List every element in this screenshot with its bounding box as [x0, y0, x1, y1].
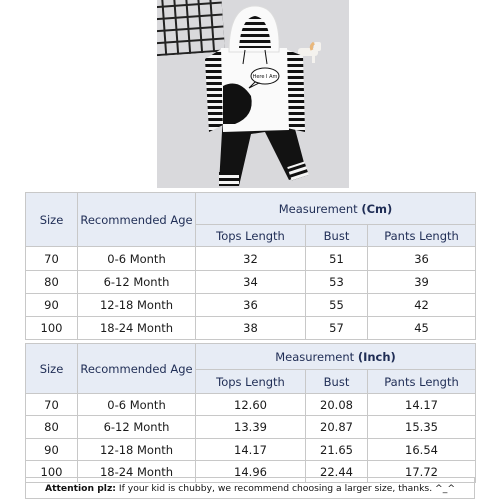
cell-age: 6-12 Month	[78, 271, 196, 294]
cell-tops: 13.39	[196, 416, 306, 439]
cell-age: 12-18 Month	[78, 294, 196, 317]
cell-pants: 17.72	[368, 461, 476, 483]
cell-bust: 55	[306, 294, 368, 317]
cell-pants: 15.35	[368, 416, 476, 439]
cell-pants: 16.54	[368, 439, 476, 461]
cell-pants: 36	[368, 247, 476, 271]
header-pants-length: Pants Length	[368, 225, 476, 247]
cell-size: 100	[26, 461, 78, 483]
speech-bubble-text: Here I Am	[252, 74, 278, 80]
cell-size: 70	[26, 394, 78, 416]
table-row	[26, 439, 476, 461]
cell-age: 0-6 Month	[78, 247, 196, 271]
header-size: Size	[26, 344, 78, 394]
table-row	[26, 294, 476, 317]
cell-size: 90	[26, 439, 78, 461]
header-pants-length: Pants Length	[368, 370, 476, 394]
cell-size: 80	[26, 271, 78, 294]
attention-note	[25, 477, 475, 499]
header-recommended-age: Recommended Age	[78, 344, 196, 394]
cell-age: 18-24 Month	[78, 317, 196, 340]
attention-label: Attention plz:	[44, 483, 116, 494]
size-chart-cm	[25, 192, 476, 358]
cell-tops: 12.60	[196, 394, 306, 416]
table-row	[26, 394, 476, 416]
header-size: Size	[26, 193, 78, 247]
cell-bust: 20.87	[306, 416, 368, 439]
cell-size: 100	[26, 317, 78, 340]
cell-tops: 34	[196, 271, 306, 294]
table-row	[26, 271, 476, 294]
cell-tops: 14.17	[196, 439, 306, 461]
cell-size: 70	[26, 247, 78, 271]
cell-bust: 20.08	[306, 394, 368, 416]
cell-pants: 45	[368, 317, 476, 340]
size-chart-inch	[25, 343, 476, 483]
measurement-label: Measurement	[278, 201, 358, 216]
cell-age: 0-6 Month	[78, 394, 196, 416]
attention-text: If your kid is chubby, we recommend choosing a larger size, thanks. ^_^	[118, 483, 456, 494]
header-tops-length: Tops Length	[196, 370, 306, 394]
cell-bust: 51	[306, 247, 368, 271]
measurement-unit: (Cm)	[361, 201, 393, 216]
measurement-label: Measurement	[275, 349, 355, 364]
cell-bust: 53	[306, 271, 368, 294]
header-bust: Bust	[306, 225, 368, 247]
measurement-title	[196, 193, 476, 225]
cell-bust: 57	[306, 317, 368, 340]
table-row	[26, 317, 476, 340]
table-row	[26, 416, 476, 439]
cell-size: 80	[26, 416, 78, 439]
header-recommended-age: Recommended Age	[78, 193, 196, 247]
cell-tops: 36	[196, 294, 306, 317]
cell-age: 6-12 Month	[78, 416, 196, 439]
measurement-unit: (Inch)	[357, 349, 396, 364]
cell-pants: 42	[368, 294, 476, 317]
cell-age: 12-18 Month	[78, 439, 196, 461]
header-bust: Bust	[306, 370, 368, 394]
cell-bust: 22.44	[306, 461, 368, 483]
cell-bust: 21.65	[306, 439, 368, 461]
cell-tops: 14.96	[196, 461, 306, 483]
cell-tops: 38	[196, 317, 306, 340]
table-row	[26, 247, 476, 271]
measurement-title	[196, 344, 476, 370]
cell-size: 90	[26, 294, 78, 317]
cell-age: 18-24 Month	[78, 461, 196, 483]
cell-tops: 32	[196, 247, 306, 271]
header-tops-length: Tops Length	[196, 225, 306, 247]
cell-pants: 39	[368, 271, 476, 294]
cell-pants: 14.17	[368, 394, 476, 416]
hoodie-and-pants-image	[195, 4, 315, 186]
